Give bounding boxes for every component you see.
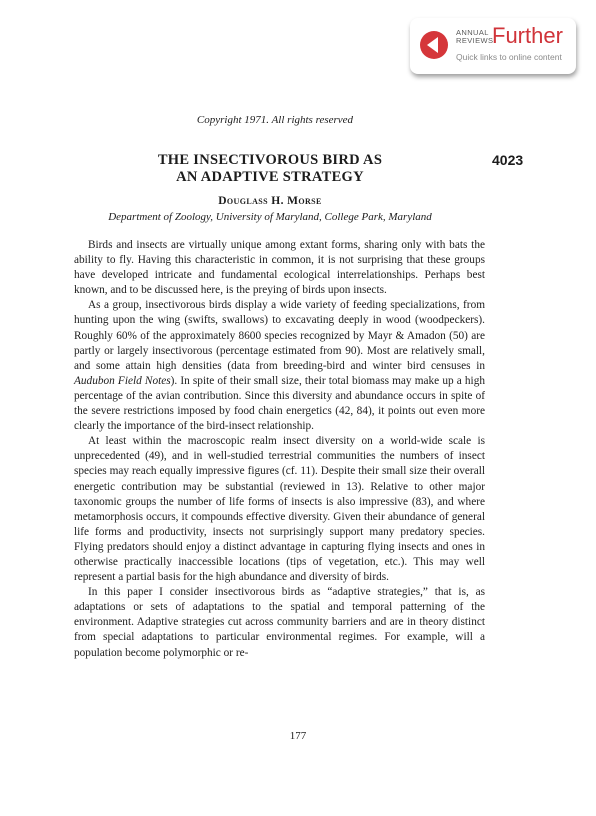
copyright-notice: Copyright 1971. All rights reserved xyxy=(196,114,354,126)
title-line: THE INSECTIVOROUS BIRD AS xyxy=(157,152,383,168)
journal-title: Audubon Field Notes xyxy=(74,374,171,387)
article-body xyxy=(74,238,485,661)
annual-reviews-logo: ANNUAL REVIEWS xyxy=(456,28,494,45)
author-affiliation: Department of Zoology, University of Maryland, College Park, Maryland xyxy=(108,211,432,223)
author-name: Douglass H. Morse xyxy=(218,195,322,207)
paragraph: At least within the macroscopic realm insect diversity on a world-wide scale is unprecedented (49), and in well-studied terrestrial communities the numbers of insect species may reach equally impressive figures (cf. 11). Despite their small size their overall energetic contribution may be substantial (reviewed in 13). Relative to other major taxonomic groups the number of life forms of insects is also impressive (83), and where metamorphosis occurs, it compounds effective diversity. Given their abundance of general life forms and productivity, insects not surprisingly support many predatory species. Flying predators should enjoy a distinct advantage in capturing flying insects and ones in otherwise practically inaccessible locations (tips of vegetation, etc.). This may well represent a partial basis for the high abundance and diversity of birds. xyxy=(74,435,485,584)
title-line: AN ADAPTIVE STRATEGY xyxy=(176,169,364,185)
paragraph: In this paper I consider insectivorous birds as “adaptive strategies,” that is, as adaptations or sets of adaptations to the spatial and temporal patterning of the environment. Adaptive strategies cut across community barriers and are in theory distinct from special adaptations to particular environmental regimes. For example, will a population become polymorphic or re- xyxy=(74,586,485,659)
badge-tagline: Quick links to online content xyxy=(456,52,562,62)
paragraph: Birds and insects are virtually unique among extant forms, sharing only with bats the ability to fly. Having this characteristic in common, it is not surprising that these groups have developed intricate and fundamental ecological interrelationships. Perhaps best known, and to be discussed here, is the preying of birds upon insects. xyxy=(74,239,485,297)
page-number: 177 xyxy=(289,730,307,742)
further-label: Further xyxy=(492,23,563,48)
article-number: 4023 xyxy=(492,152,524,168)
back-arrow-icon xyxy=(420,31,448,59)
article-title xyxy=(80,152,460,186)
further-badge[interactable] xyxy=(410,18,576,74)
paragraph: As a group, insectivorous birds display a wide variety of feeding specializations, from hunting upon the wing (swifts, swallows) to excavating deeply in wood (woodpeckers). Roughly 60% of the approximately 8600 species recognized by Mayr & Amadon (50) are partly or largely insectivorous (percentage estimated from 90). Most are relatively small, and some attain high densities (data from breeding-bird and winter bird censuses in Audubon Field Notes). In spite of their small size, their total biomass may make up a high percentage of the avian contribution. Since this diversity and abundance occurs in spite of the severe restrictions imposed by food chain energetics (42, 84), it points out even more clearly the importance of the bird-insect relationship. xyxy=(74,299,485,433)
